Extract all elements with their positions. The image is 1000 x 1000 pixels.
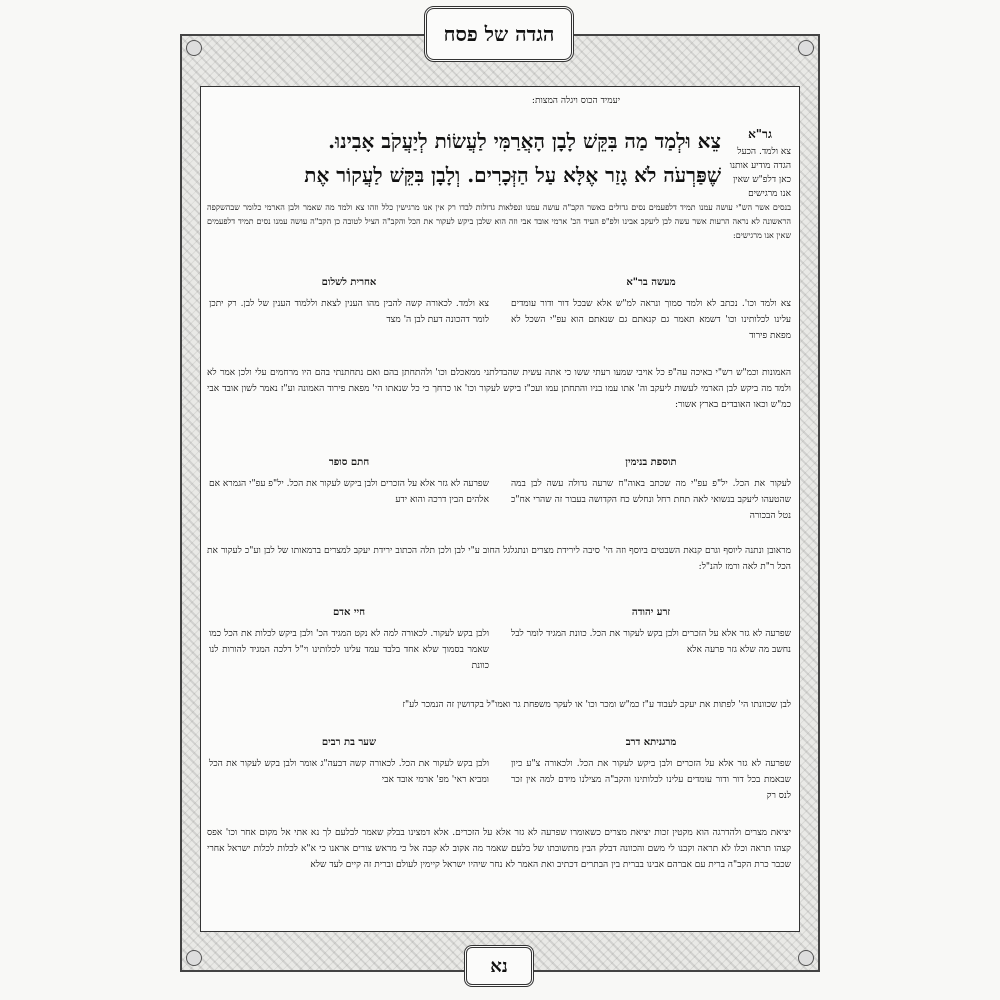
section-heading: חתם סופר (328, 457, 370, 468)
commentary-column-right (511, 457, 791, 524)
corner-ornament-icon (186, 40, 202, 56)
side-note-body (729, 145, 791, 201)
side-note-line: צא ולמד. הכעל (737, 147, 791, 157)
section-heading: מרגניתא דרב (625, 737, 677, 748)
section-full-text: לבן שכוונתו הי' לפתות את יעקב לעבוד ע"ז כמ"ש ומכר וכו' או לעקר משפחת גר ואמו"ל בקדושין זה הנמכר לע"ז (402, 700, 791, 710)
commentary-paragraph: בנסים אשר הש"י עושה עמנו תמיד דלפעמים נסים גדולים כאשר הקב"ה עושה עמנו ונפלאות גדולות לבדו רק אין אנו מרגישין כלל וזהו צא ולמד מה שאמר ולבן הארמי כלומר שבהשקפה הראשונה לא נראה הרעות אשר עשה לבן ליעקב אבינו ולפ"פ העיד הכ' ארמי אובד אבי וזה הוא שלבן ביקש לעקור את הכל והקב"ה הציל לטובה כן הקב"ה עושה עמנו נסים תמיד דלפעמים שאין אנו מרגישים: (207, 203, 791, 240)
commentary-column-right (511, 737, 791, 804)
section-heading: זרע יהודה (631, 607, 671, 618)
commentary-column-left (209, 607, 489, 674)
section-heading: חיי אדם (332, 607, 366, 618)
section-heading: תוספת בנימין (625, 457, 677, 468)
corner-ornament-icon (798, 950, 814, 966)
section-full-text: יציאת מצרים ולהדרגה הוא מקטין זכות יציאת מצרים כשאומרו שפרעה לא גזר אלא על הזכרים. אלא דמצינו בבלק שאמר לבלעם לך נא אתי אל מקום אחר וכו' אפס קצהו תראה וכלו לא תראה וקבנו לי משם והכוונה דבלק הבין מתשובתו של בלעם שאמר מה אקוב לא קבה אל כי מראש צורים אראנו כי א"א לכלות לכלות ישראל אחרי שכבר כרת הקב"ה ברית עם אברהם אבינו בברית בין הבתרים דכתיב ואת האמר לא נחר שיהיו ישראל קיימין לעולם וברית זה קיים לעד שלא (207, 828, 791, 870)
side-note-line: הגדה מודיע אותנו (729, 161, 791, 171)
corner-ornament-icon (798, 40, 814, 56)
main-text-line: שֶׁפַּרְעֹה לֹא גָזַר אֶלָּא עַל הַזְּכָרִים. וְלָבָן בִּקֵּשׁ לַעֲקוֹר אֶת (304, 163, 721, 187)
page-number: נא (464, 945, 534, 987)
text-area (200, 86, 800, 932)
commentary-column-right (511, 277, 791, 344)
instruction-text: יעמיד הכוס ויגלה המצות: (531, 96, 621, 106)
side-note-line: אנו מרגישים (748, 189, 791, 199)
section-heading: מעשה בר"א (626, 277, 676, 288)
section-full-text: האמונות וכמ"ש רש"י באיכה עה"פ כל אויבי שמעו רעתי ששו כי אתה עשית שהבדלתני ממאכלם וכו' ולהתחתן בהם ואם נתחתנתי בהם היו מרחמים עלי ולכן אמר לא ולמד מה ביקש לבן הארמי לעשות ליעקב וה' אתו עמו בניו והתחתן עמו ועכ"ז ביקש לעקור וכו' או כרחך כי כל שנאתו הי' מפאת פירוד האמונה וע"ז נאמר לשון אובד אבי כמ"ש וכאו האובדים בארץ אשור: (207, 368, 791, 410)
section-text: צא ולמד וכו'. נכתב לא ולמד סמוך ונראה למ"ש אלא שבכל דור ודור עומדים עלינו לכלותינו וכו' דשמא תאמר גם קנאתם גם שנאתם הוא עפ"י השכל לא מפאת פירוד (511, 299, 791, 341)
main-text-line: צֵא וּלְמַד מַה בִּקֵּשׁ לָבָן הָאֲרַמִּי לַעֲשׂוֹת לְיַעֲקֹב אָבִינוּ. (328, 129, 721, 153)
commentary-column-left (209, 457, 489, 508)
section-full-text: מראובן ונתנה ליוסף וגרם קנאת השבטים ביוסף וזה הי' סיבה לירידת מצרים ונתגלגל החוב ע"י לבן ולכן תלה הכתוב ירידת יעקב למצרים ברמאותו של לבן וע"כ לעקור את הכל ר"ת לאה ורמז להנ"ל: (207, 546, 791, 572)
side-note-title: גר"א (748, 127, 772, 141)
section-text: שפרעה לא גזר אלא על הזכרים ולבן ביקש לעקור את הכל. יל"פ עפ"י הגמרא אם אלהים הבין דרכה והוא ידע (209, 479, 489, 505)
commentary-column-left (209, 277, 489, 328)
section-text: שפרעה לא גזר אלא על הזכרים ולבן ביקש לעקור את הכל. ולכאורה צ"ע כיון שבאמת בכל דור ודור עומדים עלינו לכלותינו והקב"ה מצילנו מידם למה אין זכר לנס רק (511, 759, 791, 801)
section-text: ולבן בקש לעקור את הכל. לכאורה קשה דבעה"ג אומר ולבן בקש לעקור את הכל ומביא ראי' מפ' ארמי אובד אבי (209, 759, 489, 785)
section-text: צא ולמד. לכאורה קשה להבין מהו הענין לצאת וללמוד הענין של לבן. רק יתכן לומר דהכונה דעת לבן ה' מצד (209, 299, 489, 325)
section-heading: אחרית לשלום (321, 277, 377, 288)
commentary-column-left (209, 737, 489, 788)
section-text: שפרעה לא גזר אלא על הזכרים ולבן בקש לעקור את הכל. כוונת המגיד לומר לבל נחשב מה שלא גזר פרעה אלא (511, 629, 791, 655)
section-heading: שער בת רבים (321, 737, 377, 748)
section-text: ולבן בקש לעקור. לכאורה למה לא נקט המגיד הכ' ולבן ביקש לכלות את הכל כמו שאמר בסמוך שלא אחד בלבד עמד עלינו לכלותינו וי"ל דלכה המגיד להורות לנו כוונת (209, 629, 489, 671)
side-note-line: כאן דלפ"ש שאין (732, 175, 791, 185)
page-title: הגדה של פסח (424, 6, 574, 62)
section-text: לעקור את הכל. יל"פ עפ"י מה שכתב באוה"ח שרעה גדולה עשה לבן במה שהטעהו ליעקב בנשואי לאה תחת רחל ונחלש כח הקדושה בעבור זה שהרי אח"כ נטל הבכורה (511, 479, 791, 521)
commentary-column-right (511, 607, 791, 658)
corner-ornament-icon (186, 950, 202, 966)
